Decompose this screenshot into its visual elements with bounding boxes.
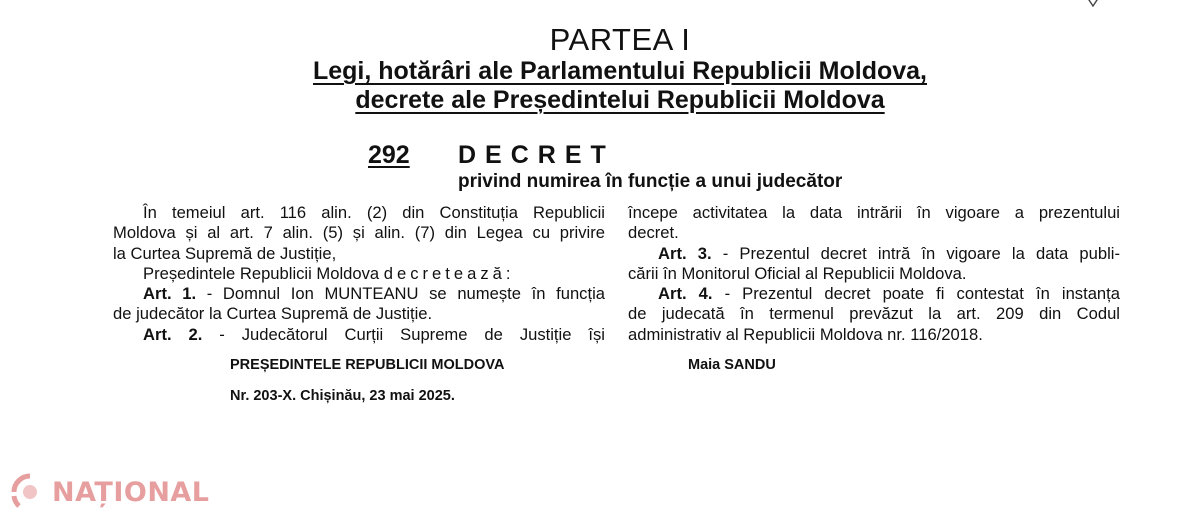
- article-2-label: Art. 2.: [143, 324, 203, 344]
- article-1-line: de judecător la Curtea Supremă de Justiție.: [113, 304, 433, 324]
- article-2-line: [113, 325, 605, 345]
- signatory-name: Maia SANDU: [688, 357, 776, 373]
- article-4-line: [628, 284, 1120, 304]
- section-subtitle-line1: Legi, hotărâri ale Parlamentului Republicii Moldova,: [312, 57, 927, 85]
- article-4-line: de judecată în termenul prevăzut la art. 209 din Codul: [628, 304, 1120, 324]
- article-3-text: - Prezentul decret intră în vigoare la data publi-: [711, 243, 1120, 263]
- decree-text-right-column: [628, 203, 1120, 345]
- decree-title: privind numirea în funcție a unui judecător: [458, 171, 843, 192]
- coat-of-arms-emblem-icon: [1082, 0, 1104, 8]
- site-watermark: [10, 472, 210, 512]
- article-2-line: începe activitatea la data intrării în vigoare a prezentului: [628, 203, 1120, 222]
- decree-number: 292: [368, 141, 410, 169]
- article-4-text: - Prezentul decret poate fi contestat în instanța: [712, 284, 1120, 304]
- preamble-line: Moldova și al art. 7 alin. (5) și alin. (7) din Legea cu privire: [113, 223, 605, 243]
- signatory-title: PREȘEDINTELE REPUBLICII MOLDOVA: [230, 357, 505, 373]
- article-4-line: administrativ al Republicii Moldova nr. 116/2018.: [628, 324, 983, 344]
- decree-text-left-column: [113, 203, 605, 345]
- article-3-line: [628, 244, 1120, 264]
- enacting-clause-verb: decretează:: [383, 263, 515, 283]
- article-2-text: - Judecătorul Curții Supreme de Justiție își: [202, 324, 605, 344]
- article-3-line: cării în Monitorul Oficial al Republicii Moldova.: [628, 263, 967, 283]
- decree-heading: DECRET: [458, 141, 615, 169]
- section-subtitle-line2: decrete ale Președintelui Republicii Moldova: [355, 86, 885, 114]
- part-title: PARTEA I: [549, 22, 691, 57]
- article-1-label: Art. 1.: [143, 284, 197, 304]
- preamble-line: În temeiul art. 116 alin. (2) din Constituția Republicii: [143, 203, 605, 222]
- watermark-logo-icon: [10, 472, 50, 512]
- enacting-clause: [113, 264, 605, 284]
- decree-dateline: Nr. 203-X. Chișinău, 23 mai 2025.: [230, 388, 455, 404]
- article-2-line: decret.: [628, 223, 679, 243]
- article-1-text: - Domnul Ion MUNTEANU se numește în funcția: [196, 284, 605, 304]
- enacting-clause-subject: Președintele Republicii Moldova: [143, 263, 380, 283]
- preamble-line: la Curtea Supremă de Justiție,: [113, 243, 337, 263]
- watermark-text: NAȚIONAL: [52, 476, 210, 508]
- article-1-line: [113, 284, 605, 304]
- article-4-label: Art. 4.: [658, 284, 713, 304]
- article-3-label: Art. 3.: [658, 243, 712, 263]
